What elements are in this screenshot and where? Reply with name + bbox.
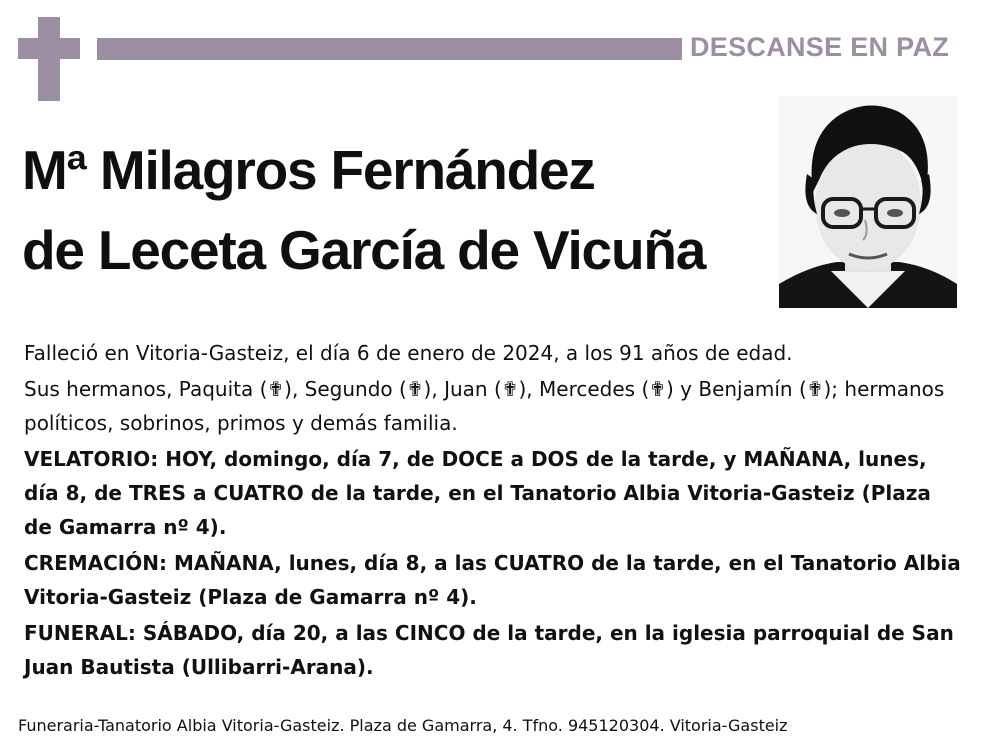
deceased-name	[22, 130, 782, 290]
footer-text: Funeraria-Tanatorio Albia Vitoria-Gasteiz. Plaza de Gamarra, 4. Tfno. 945120304. Vitoria-Gasteiz	[18, 716, 788, 735]
cross-icon-horizontal	[18, 38, 80, 59]
family-line: Sus hermanos, Paquita (✟), Segundo (✟), Juan (✟), Mercedes (✟) y Benjamín (✟); hermanos políticos, sobrinos, primos y demás familia.	[24, 377, 945, 435]
death-line: Falleció en Vitoria-Gasteiz, el día 6 de enero de 2024, a los 91 años de edad.	[24, 341, 793, 365]
name-line-1: Mª Milagros Fernández	[22, 139, 595, 201]
velatorio-paragraph: VELATORIO: HOY, domingo, día 7, de DOCE a DOS de la tarde, y MAÑANA, lunes, día 8, de TRES a CUATRO de la tarde, en el Tanatorio Albia Vitoria-Gasteiz (Plaza de Gamarra nº 4).	[24, 447, 931, 539]
notice-body	[24, 336, 964, 686]
funeral-paragraph: FUNERAL: SÁBADO, día 20, a las CINCO de la tarde, en la iglesia parroquial de San Juan Bautista (Ullibarri-Arana).	[24, 621, 954, 679]
header-bar	[97, 38, 682, 60]
name-line-2: de Leceta García de Vicuña	[22, 219, 706, 281]
portrait-illustration	[779, 96, 957, 308]
header-label: DESCANSE EN PAZ	[690, 32, 950, 62]
cross-icon-vertical	[38, 17, 60, 101]
portrait-photo	[779, 96, 957, 308]
cremacion-paragraph: CREMACIÓN: MAÑANA, lunes, día 8, a las CUATRO de la tarde, en el Tanatorio Albia Vitoria-Gasteiz (Plaza de Gamarra nº 4).	[24, 551, 961, 609]
